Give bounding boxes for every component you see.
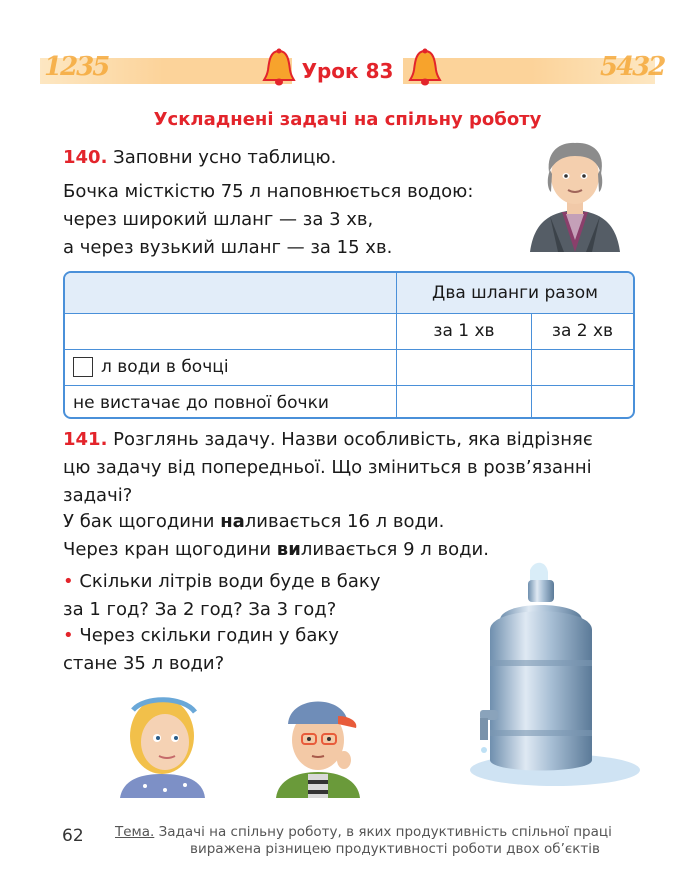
table-answer-cell[interactable] [532, 385, 634, 419]
task-number: 140. [63, 147, 108, 168]
question-text: стане 35 л води? [63, 653, 225, 674]
table-group-header: Два шланги разом [397, 273, 634, 313]
topic-line: Задачі на спільну роботу, в яких продуктивність спільної праці [154, 824, 612, 840]
table-answer-cell[interactable] [397, 349, 532, 385]
emphasis-prefix: на [220, 511, 245, 532]
task-140-table [63, 271, 635, 419]
emphasis-prefix: ви [276, 539, 301, 560]
task-140-line: а через вузький шланг — за 15 хв. [63, 237, 393, 258]
topic-line: виражена різницею продуктивності роботи двох об’єктів [190, 841, 601, 857]
decorative-numbers-right: 5432 [600, 52, 665, 82]
question-2 [63, 622, 339, 678]
table-answer-cell[interactable] [532, 349, 634, 385]
table-row-label-text: л води в бочці [101, 357, 229, 377]
question-text: Скільки літрів води буде в баку [79, 571, 381, 592]
girl-illustration [115, 690, 210, 798]
table-corner-cell [65, 273, 397, 313]
answer-box[interactable] [73, 357, 93, 377]
topic-label: Тема. [115, 824, 155, 840]
task-140-heading [63, 144, 336, 172]
lesson-subtitle: Ускладнені задачі на спільну роботу [153, 109, 542, 130]
task-141-line: задачі? [63, 485, 133, 506]
bell-icon [262, 48, 296, 88]
task-141-intro [63, 426, 643, 510]
task-instruction: Заповни усно таблицю. [113, 147, 337, 168]
man-illustration [520, 140, 630, 252]
question-1 [63, 568, 380, 624]
bullet-icon: • [63, 625, 74, 646]
task-140-line: через широкий шланг — за 3 хв, [63, 209, 374, 230]
lesson-title: Урок 83 [292, 56, 404, 86]
boy-illustration [268, 690, 368, 798]
decorative-numbers-left: 1235 [44, 52, 109, 82]
table-col-header: за 1 хв [397, 313, 532, 349]
table-col-header: за 2 хв [532, 313, 634, 349]
question-text: Через скільки годин у баку [79, 625, 339, 646]
task-141-line: цю задачу від попередньої. Що зміниться в розв’язанні [63, 457, 592, 478]
water-tank-illustration [460, 560, 640, 790]
table-row-label [65, 349, 397, 385]
task-140-line: Бочка місткістю 75 л наповнюється водою: [63, 181, 474, 202]
task-number: 141. [63, 429, 108, 450]
lesson-header [0, 56, 695, 86]
task-141-outflow [63, 536, 489, 564]
page-number: 62 [62, 826, 84, 846]
table-empty-cell [65, 313, 397, 349]
text-segment: Через кран щогодини [63, 539, 277, 560]
text-segment: У бак щогодини [63, 511, 221, 532]
table-answer-cell[interactable] [397, 385, 532, 419]
text-segment: ливається 9 л води. [300, 539, 489, 560]
task-141-inflow [63, 508, 444, 536]
bullet-icon: • [63, 571, 74, 592]
table-row-label: не вистачає до повної бочки [65, 385, 397, 419]
task-141-line: Розглянь задачу. Назви особливість, яка відрізняє [113, 429, 593, 450]
text-segment: ливається 16 л води. [244, 511, 445, 532]
question-text: за 1 год? За 2 год? За 3 год? [63, 599, 337, 620]
bell-icon [408, 48, 442, 88]
footer-topic [115, 824, 635, 858]
